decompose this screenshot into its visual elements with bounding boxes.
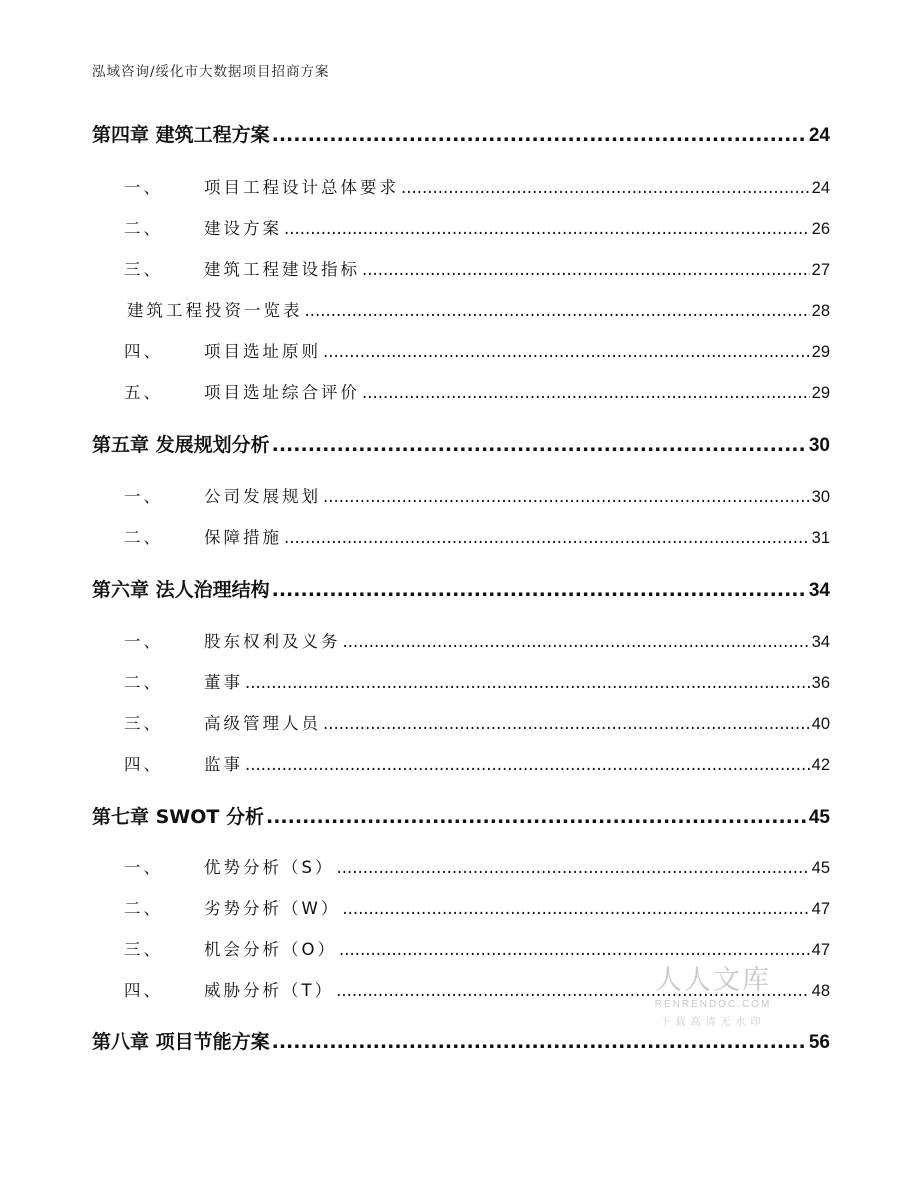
toc-dot-leader — [272, 434, 807, 456]
toc-entry-number: 四、 — [124, 755, 163, 774]
toc-dot-leader — [342, 899, 809, 918]
toc-entry-title: 威胁分析（T） — [204, 981, 335, 1000]
toc-entry-title: 机会分析（O） — [204, 940, 337, 959]
toc-section-entry[interactable] — [92, 524, 830, 548]
toc-entry-title: 项目选址原则 — [204, 342, 321, 361]
toc-entry-title: 董事 — [204, 673, 243, 692]
toc-page-number: 56 — [808, 1032, 830, 1053]
watermark-tagline: 下载高清无水印 — [660, 1017, 766, 1028]
toc-entry-title: 项目工程设计总体要求 — [204, 178, 399, 197]
toc-page-number: 48 — [811, 982, 830, 1000]
toc-entry-number: 二、 — [124, 528, 163, 547]
toc-entry-number: 三、 — [124, 940, 163, 959]
toc-entry-number: 二、 — [124, 899, 163, 918]
toc-section-entry[interactable] — [92, 174, 830, 198]
toc-section-entry[interactable] — [92, 483, 830, 507]
toc-section-entry[interactable] — [92, 628, 830, 652]
watermark — [648, 958, 778, 1028]
toc-page-number: 34 — [811, 633, 830, 651]
toc-dot-leader — [284, 528, 810, 547]
toc-entry-number: 一、 — [124, 178, 163, 197]
toc-dot-leader — [323, 487, 810, 506]
toc-dot-leader — [323, 342, 810, 361]
toc-entry-number: 三、 — [124, 260, 163, 279]
toc-page-number: 34 — [808, 580, 830, 601]
toc-entry-title: 监事 — [204, 755, 243, 774]
toc-page-number: 47 — [811, 900, 830, 918]
toc-dot-leader — [272, 1031, 807, 1053]
toc-chapter-entry[interactable] — [92, 1027, 830, 1054]
toc-entry-number: 三、 — [124, 714, 163, 733]
toc-entry-number: 二、 — [124, 673, 163, 692]
toc-entry-number: 一、 — [124, 632, 163, 651]
toc-dot-leader — [323, 714, 810, 733]
toc-dot-leader — [343, 632, 810, 651]
toc-dot-leader — [272, 124, 807, 146]
toc-entry-title: 第七章 SWOT 分析 — [92, 806, 264, 828]
toc-section-entry[interactable] — [92, 854, 830, 878]
toc-entry-title: 第四章 建筑工程方案 — [92, 124, 270, 146]
toc-section-entry[interactable] — [92, 669, 830, 693]
toc-entry-title: 项目选址综合评价 — [204, 383, 360, 402]
toc-page-number: 31 — [811, 529, 830, 547]
toc-chapter-entry[interactable] — [92, 575, 830, 602]
toc-entry-title: 劣势分析（W） — [204, 899, 341, 918]
toc-page-number: 29 — [811, 384, 830, 402]
toc-page-number: 47 — [811, 941, 830, 959]
toc-dot-leader — [272, 579, 807, 601]
toc-entry-title: 第五章 发展规划分析 — [92, 434, 270, 456]
toc-page-number: 29 — [811, 343, 830, 361]
toc-page-number: 30 — [811, 488, 830, 506]
toc-entry-number: 一、 — [124, 487, 163, 506]
toc-page-number: 45 — [811, 859, 830, 877]
toc-entry-title: 建设方案 — [204, 219, 282, 238]
toc-entry-title: 股东权利及义务 — [204, 632, 341, 651]
toc-page-number: 24 — [811, 179, 830, 197]
toc-page-number: 28 — [811, 302, 830, 320]
toc-page-number: 40 — [811, 715, 830, 733]
toc-entry-number: 一、 — [124, 858, 163, 877]
toc-entry-number: 四、 — [124, 981, 163, 1000]
toc-dot-leader — [266, 806, 807, 828]
toc-entry-title: 优势分析（S） — [204, 858, 335, 877]
toc-section-entry[interactable] — [92, 297, 830, 321]
toc-page-number: 30 — [808, 435, 830, 456]
watermark-logo-text: 人人文库 — [655, 965, 771, 996]
toc-page-number: 36 — [811, 674, 830, 692]
toc-dot-leader — [305, 301, 810, 320]
toc-dot-leader — [362, 260, 810, 279]
toc-section-entry[interactable] — [92, 256, 830, 280]
toc-dot-leader — [245, 755, 810, 774]
toc-chapter-entry[interactable] — [92, 802, 830, 829]
toc-entry-number: 二、 — [124, 219, 163, 238]
toc-dot-leader — [339, 940, 810, 959]
page-header: 泓域咨询/绥化市大数据项目招商方案 — [92, 64, 330, 80]
toc-dot-leader — [245, 673, 810, 692]
toc-section-entry[interactable] — [92, 710, 830, 734]
toc-section-entry[interactable] — [92, 751, 830, 775]
toc-chapter-entry[interactable] — [92, 120, 830, 147]
toc-dot-leader — [284, 219, 810, 238]
toc-page-number: 24 — [808, 125, 830, 146]
toc-entry-title: 高级管理人员 — [204, 714, 321, 733]
toc-entry-title: 建筑工程投资一览表 — [127, 301, 303, 320]
toc-section-entry[interactable] — [92, 895, 830, 919]
toc-section-entry[interactable] — [92, 215, 830, 239]
toc-dot-leader — [401, 178, 810, 197]
toc-entry-title: 第六章 法人治理结构 — [92, 579, 270, 601]
toc-dot-leader — [336, 858, 809, 877]
toc-page-number: 42 — [811, 756, 830, 774]
toc-entry-title: 第八章 项目节能方案 — [92, 1031, 270, 1053]
toc-section-entry[interactable] — [92, 936, 830, 960]
toc-page-number: 45 — [808, 807, 830, 828]
toc-entry-title: 建筑工程建设指标 — [204, 260, 360, 279]
toc-entry-title: 公司发展规划 — [204, 487, 321, 506]
toc-entry-title: 保障措施 — [204, 528, 282, 547]
toc-section-entry[interactable] — [92, 379, 830, 403]
toc-page-number: 27 — [811, 261, 830, 279]
toc-chapter-entry[interactable] — [92, 430, 830, 457]
toc-section-entry[interactable] — [92, 338, 830, 362]
watermark-url: RENRENDOC.COM — [654, 999, 772, 1010]
toc-page-number: 26 — [811, 220, 830, 238]
toc-dot-leader — [362, 383, 810, 402]
toc-entry-number: 四、 — [124, 342, 163, 361]
toc-entry-number: 五、 — [124, 383, 163, 402]
